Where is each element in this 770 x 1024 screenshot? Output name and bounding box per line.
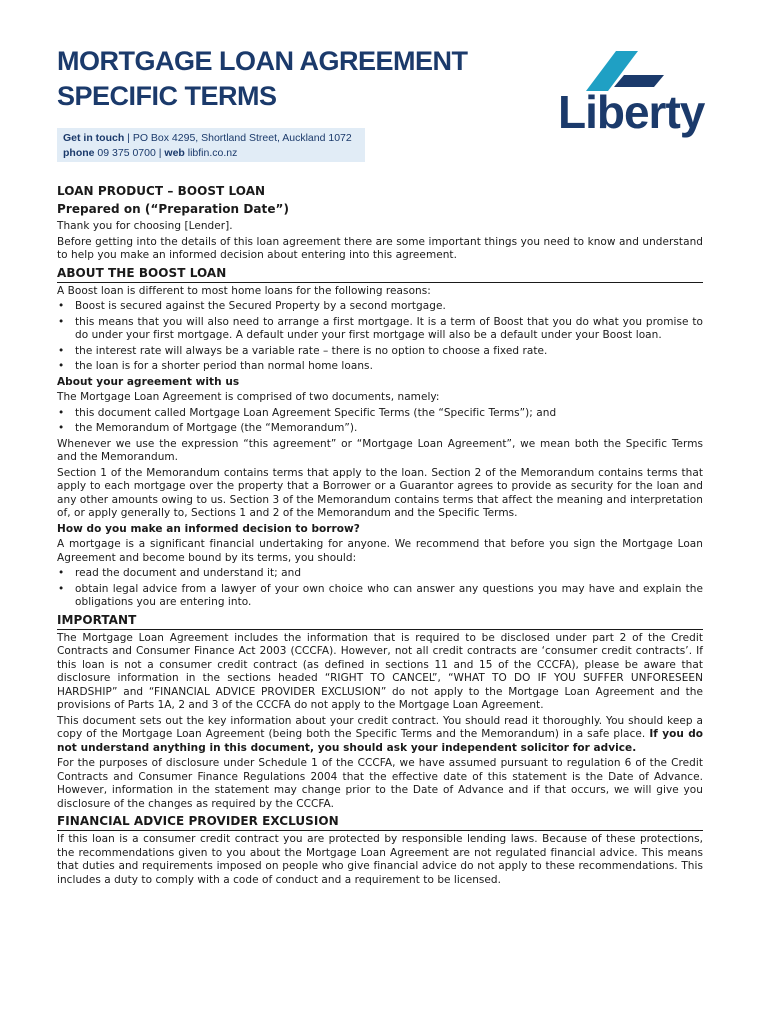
list-item: • read the document and understand it; and [57, 567, 703, 581]
liberty-logo [558, 47, 716, 139]
agreement-para-2: Section 1 of the Memorandum contains terms that apply to the loan. Section 2 of the Memorandum contains terms that apply to each mortgage over the property that a Borrower or a Guarantor agrees to provide as security for the loan and any other amounts owing to us. Section 3 of the Memorandum contains terms that affect the meaning and interpretation of, or apply generally to, Sections 1 and 2 of the Memorandum and the Specific Terms. [57, 466, 703, 519]
list-item: • the Memorandum of Mortgage (the “Memorandum”). [57, 422, 703, 436]
contact-divider: | [127, 132, 133, 144]
contact-divider: | [158, 147, 165, 159]
list-item: • this means that you will also need to arrange a first mortgage. It is a term of Boost that you do what you promise to do under your first mortgage. A default under your first mortgage will also be a default under your Boost loan. [57, 316, 703, 343]
title-line-2: SPECIFIC TERMS [57, 81, 277, 111]
logo-mark-icon [558, 47, 716, 91]
about-boost-heading: ABOUT THE BOOST LOAN [57, 266, 703, 283]
important-para-3: For the purposes of disclosure under Schedule 1 of the CCCFA, we have assumed pursuant to regulation 6 of the Credit Contracts and Consumer Finance Regulations 2004 that the effective date of this statement is the Date of Advance. However, information in the statement may change prior to the Date of Advance and if that occurs, we will give you disclosure of the changes as required by the CCCFA. [57, 757, 703, 810]
decision-lead: A mortgage is a significant financial undertaking for anyone. We recommend that before you sign the Mortgage Loan Agreement and become bound by its terms, you should: [57, 538, 703, 564]
page-title [57, 44, 468, 114]
phone-label: phone [63, 147, 95, 159]
important-para-2-text: This document sets out the key information about your credit contract. You should read it thoroughly. You should keep a copy of the Mortgage Loan Agreement (being both the Specific Terms and the Memorandum) in a safe place. [57, 714, 703, 740]
agreement-lead: The Mortgage Loan Agreement is comprised of two documents, namely: [57, 391, 440, 403]
agreement-heading: About your agreement with us [57, 375, 240, 388]
title-line-1: MORTGAGE LOAN AGREEMENT [57, 46, 468, 76]
agreement-list [57, 407, 703, 436]
list-item: • Boost is secured against the Secured Property by a second mortgage. [57, 300, 703, 314]
document-body [57, 183, 703, 889]
decision-list [57, 567, 703, 610]
list-item: • the interest rate will always be a variable rate – there is no option to choose a fixed rate. [57, 345, 703, 359]
loan-product-heading: LOAN PRODUCT – BOOST LOAN [57, 184, 266, 198]
list-item: • the loan is for a shorter period than normal home loans. [57, 360, 703, 374]
web-label: web [164, 147, 185, 159]
important-para-2 [57, 715, 703, 756]
contact-label: Get in touch [63, 132, 125, 144]
about-lead: A Boost loan is different to most home loans for the following reasons: [57, 284, 431, 297]
thanks-text: Thank you for choosing [Lender]. [57, 220, 233, 232]
important-heading: IMPORTANT [57, 613, 703, 630]
phone-number: 09 375 0700 [97, 147, 156, 159]
contact-line-1 [63, 131, 359, 146]
contact-address: PO Box 4295, Shortland Street, Auckland 1072 [132, 132, 352, 144]
list-item: • this document called Mortgage Loan Agreement Specific Terms (the “Specific Terms”); and [57, 407, 703, 421]
fape-heading: FINANCIAL ADVICE PROVIDER EXCLUSION [57, 814, 703, 831]
important-para-2-bold: If you do not understand anything in this document, you should ask your independent solicitor for advice. [57, 728, 704, 754]
prepared-on-heading: Prepared on (“Preparation Date”) [57, 202, 289, 216]
about-list [57, 300, 703, 374]
list-item: • obtain legal advice from a lawyer of your own choice who can answer any questions you may have and explain the obligations you are entering into. [57, 583, 703, 610]
contact-box [57, 128, 365, 162]
logo-wordmark: Liberty [558, 86, 705, 138]
agreement-para-1: Whenever we use the expression “this agreement” or “Mortgage Loan Agreement”, we mean both the Specific Terms and the Memorandum. [57, 437, 703, 463]
before-text: Before getting into the details of this loan agreement there are some important things you need to know and understand to help you make an informed decision about entering into this agreement. [57, 235, 703, 261]
important-para-1: The Mortgage Loan Agreement includes the information that is required to be disclosed under part 2 of the Credit Contracts and Consumer Finance Act 2003 (CCCFA). However, not all credit contracts are ‘consumer credit contracts’. If this loan is not a consumer credit contract (as defined in sections 11 and 15 of the CCCFA), please be aware that disclosure information in the sections headed “RIGHT TO CANCEL”, “WHAT TO DO IF YOU SUFFER UNFORESEEN HARDSHIP” and “FINANCIAL ADVICE PROVIDER EXCLUSION” do not apply to the Mortgage Loan Agreement and the provisions of Parts 1A, 2 and 3 of the CCCFA do not apply to the Mortgage Loan Agreement. [57, 631, 703, 711]
contact-line-2 [63, 146, 359, 161]
web-address: libfin.co.nz [187, 147, 238, 159]
decision-heading: How do you make an informed decision to borrow? [57, 522, 360, 535]
fape-para: If this loan is a consumer credit contract you are protected by responsible lending laws. Because of these protections, the recommendations given to you about the Mortgage Loan Agreement are not regulated financial advice. This means that duties and requirements imposed on people who give financial advice do not apply to these recommendations. This includes a duty to comply with a code of conduct and a requirement to be licensed. [57, 833, 703, 886]
